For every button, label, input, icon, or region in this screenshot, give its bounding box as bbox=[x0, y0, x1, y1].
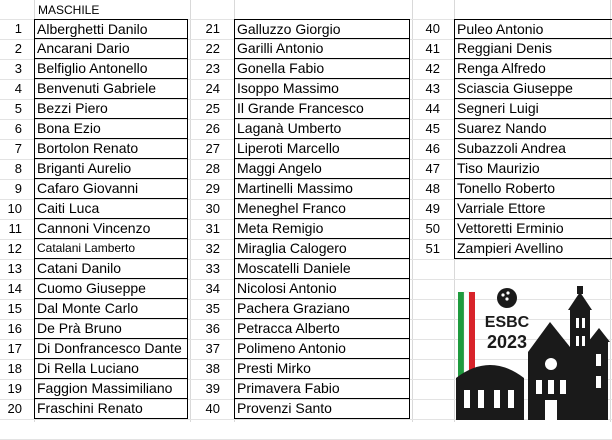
row-number-cell[interactable]: 22 bbox=[205, 41, 220, 56]
row-number-cell[interactable]: 5 bbox=[14, 101, 22, 116]
row-number-cell[interactable]: 24 bbox=[205, 81, 220, 96]
row-number-cell[interactable]: 37 bbox=[205, 341, 220, 356]
participant-name-cell[interactable]: Alberghetti Danilo bbox=[34, 19, 188, 39]
participant-name-cell[interactable]: Laganà Umberto bbox=[234, 119, 410, 139]
participant-name-cell[interactable]: Cuomo Giuseppe bbox=[34, 279, 188, 299]
participant-name-cell[interactable]: Presti Mirko bbox=[234, 359, 410, 379]
participant-name-cell[interactable]: Zampieri Avellino bbox=[454, 239, 612, 259]
row-number-cell[interactable]: 42 bbox=[425, 61, 440, 76]
row-number-cell[interactable]: 19 bbox=[7, 381, 22, 396]
section-header[interactable]: MASCHILE bbox=[38, 3, 100, 17]
row-number-cell[interactable]: 49 bbox=[425, 201, 440, 216]
row-number-cell[interactable]: 48 bbox=[425, 181, 440, 196]
row-number-cell[interactable]: 40 bbox=[425, 21, 440, 36]
participant-name-cell[interactable]: Martinelli Massimo bbox=[234, 179, 410, 199]
participant-name-cell[interactable]: Briganti Aurelio bbox=[34, 159, 188, 179]
participant-name-cell[interactable]: Di Donfrancesco Dante bbox=[34, 339, 188, 359]
participant-name-cell[interactable]: Il Grande Francesco bbox=[234, 99, 410, 119]
participant-name-cell[interactable]: Sciascia Giuseppe bbox=[454, 79, 612, 99]
row-number-cell[interactable]: 13 bbox=[7, 261, 22, 276]
row-number-cell[interactable]: 10 bbox=[7, 201, 22, 216]
participant-name-cell[interactable]: Meneghel Franco bbox=[234, 199, 410, 219]
participant-name-cell[interactable]: Dal Monte Carlo bbox=[34, 299, 188, 319]
participant-name-cell[interactable]: Nicolosi Antonio bbox=[234, 279, 410, 299]
logo-text-esbc: ESBC bbox=[484, 314, 530, 331]
participant-name-cell[interactable]: Di Rella Luciano bbox=[34, 359, 188, 379]
row-number-cell[interactable]: 18 bbox=[7, 361, 22, 376]
row-number-cell[interactable]: 43 bbox=[425, 81, 440, 96]
row-number-cell[interactable]: 46 bbox=[425, 141, 440, 156]
participant-name-cell[interactable]: Subazzoli Andrea bbox=[454, 139, 612, 159]
participant-name-cell[interactable]: Pachera Graziano bbox=[234, 299, 410, 319]
row-number-cell[interactable]: 26 bbox=[205, 121, 220, 136]
row-number-cell[interactable]: 51 bbox=[425, 241, 440, 256]
row-number-cell[interactable]: 27 bbox=[205, 141, 220, 156]
row-number-cell[interactable]: 9 bbox=[14, 181, 22, 196]
row-number-cell[interactable]: 15 bbox=[7, 301, 22, 316]
participant-name-cell[interactable]: Varriale Ettore bbox=[454, 199, 612, 219]
participant-name-cell[interactable]: Miraglia Calogero bbox=[234, 239, 410, 259]
row-number-cell[interactable]: 25 bbox=[205, 101, 220, 116]
row-number-cell[interactable]: 21 bbox=[205, 21, 220, 36]
row-number-cell[interactable]: 6 bbox=[14, 121, 22, 136]
row-number-cell[interactable]: 36 bbox=[205, 321, 220, 336]
participant-name-cell[interactable]: Polimeno Antonio bbox=[234, 339, 410, 359]
participant-name-cell[interactable]: Moscatelli Daniele bbox=[234, 259, 410, 279]
row-number-cell[interactable]: 3 bbox=[14, 61, 22, 76]
logo-text-year: 2023 bbox=[486, 332, 528, 352]
participant-name-cell[interactable]: Belfiglio Antonello bbox=[34, 59, 188, 79]
row-number-cell[interactable]: 39 bbox=[205, 381, 220, 396]
row-number-cell[interactable]: 7 bbox=[14, 141, 22, 156]
participant-name-cell[interactable]: Galluzzo Giorgio bbox=[234, 19, 410, 39]
participant-name-cell[interactable]: Primavera Fabio bbox=[234, 379, 410, 399]
participant-name-cell[interactable]: Tonello Roberto bbox=[454, 179, 612, 199]
participant-name-cell[interactable]: Isoppo Massimo bbox=[234, 79, 410, 99]
participant-name-cell[interactable]: Catalani Lamberto bbox=[34, 239, 188, 259]
row-number-cell[interactable]: 1 bbox=[14, 21, 22, 36]
row-number-cell[interactable]: 8 bbox=[14, 161, 22, 176]
participant-name-cell[interactable]: Liperoti Marcello bbox=[234, 139, 410, 159]
row-number-cell[interactable]: 14 bbox=[7, 281, 22, 296]
participant-name-cell[interactable]: Renga Alfredo bbox=[454, 59, 612, 79]
row-number-cell[interactable]: 17 bbox=[7, 341, 22, 356]
esbc-2023-logo bbox=[450, 282, 610, 420]
row-number-cell[interactable]: 35 bbox=[205, 301, 220, 316]
row-number-cell[interactable]: 32 bbox=[205, 241, 220, 256]
row-number-cell[interactable]: 33 bbox=[205, 261, 220, 276]
participant-name-cell[interactable]: Gonella Fabio bbox=[234, 59, 410, 79]
row-number-cell[interactable]: 47 bbox=[425, 161, 440, 176]
participant-name-cell[interactable]: Garilli Antonio bbox=[234, 39, 410, 59]
participant-name-cell[interactable]: Segneri Luigi bbox=[454, 99, 612, 119]
row-number-cell[interactable]: 50 bbox=[425, 221, 440, 236]
participant-name-cell[interactable]: Caiti Luca bbox=[34, 199, 188, 219]
participant-name-cell[interactable]: Petracca Alberto bbox=[234, 319, 410, 339]
row-number-cell[interactable]: 16 bbox=[7, 321, 22, 336]
participant-name-cell[interactable]: Catani Danilo bbox=[34, 259, 188, 279]
row-number-cell[interactable]: 40 bbox=[205, 401, 220, 416]
row-number-cell[interactable]: 23 bbox=[205, 61, 220, 76]
participant-name-cell[interactable]: Puleo Antonio bbox=[454, 19, 612, 39]
row-number-cell[interactable]: 45 bbox=[425, 121, 440, 136]
participant-name-cell[interactable]: Meta Remigio bbox=[234, 219, 410, 239]
row-number-cell[interactable]: 11 bbox=[8, 221, 22, 236]
participant-name-cell[interactable]: Provenzi Santo bbox=[234, 399, 410, 419]
row-number-cell[interactable]: 29 bbox=[205, 181, 220, 196]
basilica-icon bbox=[528, 286, 610, 420]
participant-name-cell[interactable]: Ancarani Dario bbox=[34, 39, 188, 59]
participant-name-cell[interactable]: Suarez Nando bbox=[454, 119, 612, 139]
participant-name-cell[interactable]: Bona Ezio bbox=[34, 119, 188, 139]
participant-name-cell[interactable]: Reggiani Denis bbox=[454, 39, 612, 59]
row-number-cell[interactable]: 30 bbox=[205, 201, 220, 216]
row-number-cell[interactable]: 41 bbox=[425, 41, 440, 56]
participant-name-cell[interactable]: Cafaro Giovanni bbox=[34, 179, 188, 199]
participant-name-cell[interactable]: Tiso Maurizio bbox=[454, 159, 612, 179]
row-number-cell[interactable]: 38 bbox=[205, 361, 220, 376]
row-number-cell[interactable]: 2 bbox=[14, 41, 22, 56]
participant-name-cell[interactable]: Faggion Massimiliano bbox=[34, 379, 188, 399]
row-number-cell[interactable]: 4 bbox=[14, 81, 22, 96]
participant-name-cell[interactable]: Benvenuti Gabriele bbox=[34, 79, 188, 99]
row-number-cell[interactable]: 31 bbox=[205, 221, 220, 236]
row-number-cell[interactable]: 28 bbox=[205, 161, 220, 176]
participant-name-cell[interactable]: Maggi Angelo bbox=[234, 159, 410, 179]
participant-name-cell[interactable]: Fraschini Renato bbox=[34, 399, 188, 419]
row-number-cell[interactable]: 20 bbox=[7, 401, 22, 416]
participant-name-cell[interactable]: Vettoretti Erminio bbox=[454, 219, 612, 239]
participant-name-cell[interactable]: Bortolon Renato bbox=[34, 139, 188, 159]
participant-name-cell[interactable]: Cannoni Vincenzo bbox=[34, 219, 188, 239]
row-number-cell[interactable]: 34 bbox=[205, 281, 220, 296]
row-number-cell[interactable]: 44 bbox=[425, 101, 440, 116]
participant-name-cell[interactable]: Bezzi Piero bbox=[34, 99, 188, 119]
participant-name-cell[interactable]: De Prà Bruno bbox=[34, 319, 188, 339]
row-number-cell[interactable]: 12 bbox=[7, 241, 22, 256]
